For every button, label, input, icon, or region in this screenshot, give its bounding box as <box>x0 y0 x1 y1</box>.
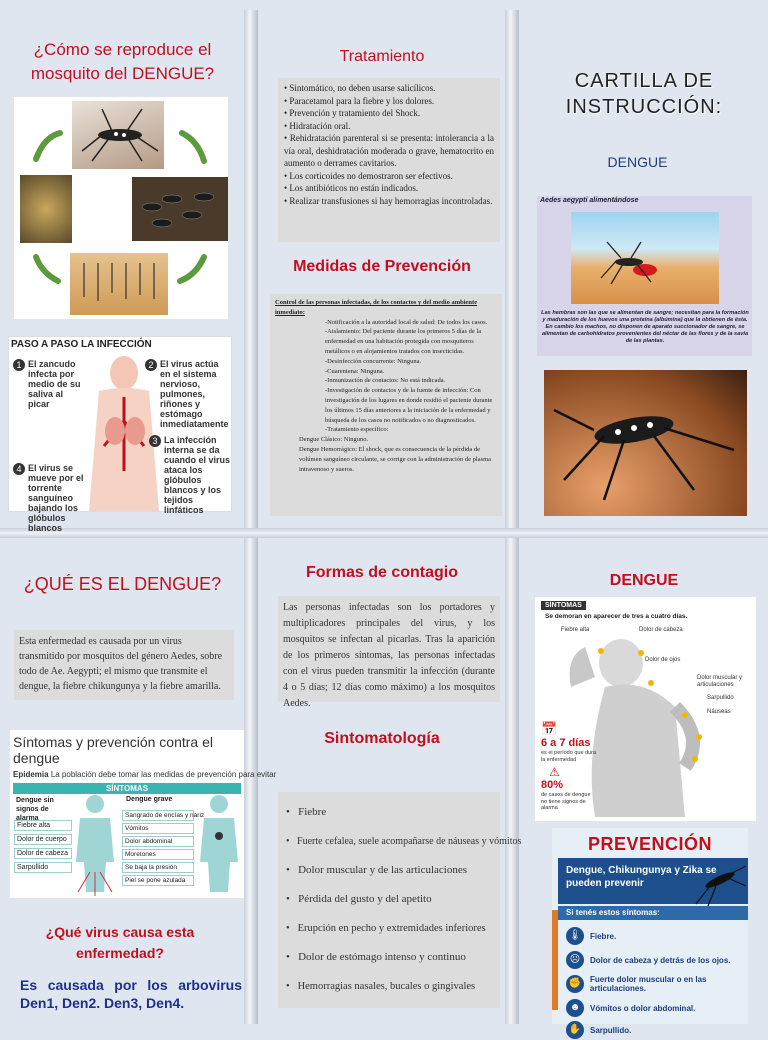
infographic-epidemia: Epidemia La población debe tomar las medidas de prevención para evitar <box>13 770 277 779</box>
list-item: • Paracetamol para la fiebre y los dolores. <box>284 95 435 106</box>
mosquito-icon <box>692 846 748 906</box>
symptoms-card-sub: Se demoran en aparecer de tres a cuatro días. <box>545 613 688 620</box>
list-item: • Hidratación oral. <box>284 120 351 131</box>
prevencion-line: Control de las personas infectadas, de los contactos y del medio ambiente inmediato: <box>275 299 478 316</box>
symptoms-days-note: es el período que dura la enfermedad <box>541 750 597 763</box>
symptom-label: Sarpullido <box>707 695 734 701</box>
symptom-label: Fiebre alta <box>561 627 590 633</box>
symptom-label: Dolor de cabeza <box>639 627 683 633</box>
list-item: Vómitos <box>122 823 194 834</box>
symptom-label: Dolor de ojos <box>645 657 681 663</box>
reproduction-title: ¿Cómo se reproduce el mosquito del DENGUE? <box>30 40 215 83</box>
prevencion-measures-title: Medidas de Prevención <box>293 258 471 275</box>
list-item: ☹ Dolor de cabeza y detrás de los ojos. <box>566 948 746 972</box>
fold-line-left <box>244 10 258 1024</box>
list-item: • Rehidratación parenteral si se presenta: intolerancia a la vía oral, deshidratación moderada o grave, hematocrito en aumento o derrames cavitarios. <box>284 133 495 168</box>
dengue-subtitle: DENGUE <box>607 154 668 170</box>
symptoms-days: 6 a 7 días <box>541 737 591 749</box>
aedes-feeding-photo <box>571 212 719 304</box>
contagio-text: Las personas infectadas son los portadores y multiplicadores principales del virus, y los mosquitos se infectan al picarlas. Tras la aparición de los primeros síntomas, las personas infectadas con el virus pueden transmitir la infección (durante 4 o 5 días; 12 días como máximo) a los mosquitos Aedes. <box>278 596 500 702</box>
infographic-left-list <box>14 820 72 876</box>
infection-infographic <box>8 336 232 533</box>
infection-step-2: 2 El virus actúa en el sistema nervioso, pulmones, riñones y estómago inmediatamente <box>145 359 231 429</box>
aedes-card <box>537 196 752 356</box>
fold-line-horizontal <box>0 528 768 538</box>
what-is-dengue-title: ¿QUÉ ES EL DENGUE? <box>23 574 222 594</box>
person-left-icon <box>70 792 120 896</box>
prevencion-line: -Tratamiento específico: <box>325 426 389 434</box>
prevention-side-strip <box>552 910 558 1010</box>
symptoms-prevention-infographic <box>10 730 277 898</box>
list-item: • Erupción en pecho y extremidades inferiores <box>286 923 486 934</box>
symptoms-pct: 80% <box>541 779 564 791</box>
list-item: Sarpullido <box>14 862 72 873</box>
prevencion-line: -Aislamiento: Del paciente durante los primeros 5 días de la enfermedad en una habitación protegida con mosquiteros metálicos o en alojamientos tratados con insecticidas. <box>325 328 482 355</box>
list-item: Piel se pone azulada <box>122 875 194 886</box>
calendar-icon: 📅 <box>541 721 558 736</box>
infographic-title: Síntomas y prevención contra el dengue <box>13 734 213 766</box>
cycle-arrows <box>14 97 228 319</box>
warning-icon: ⚠ <box>549 765 560 779</box>
thermometer-icon: 🌡 <box>566 927 584 945</box>
symptom-label: Dolor muscular y articulaciones <box>697 675 743 688</box>
lifecycle-image <box>14 97 228 319</box>
sintomatologia-list <box>286 798 522 1001</box>
aedes-caption: Aedes aegypti alimentándose <box>540 197 639 204</box>
symptom-label: Náuseas <box>707 709 731 715</box>
prevention-card-title: PREVENCIÓN <box>587 834 713 854</box>
prevencion-line: -Inmunización de contactos: No está indicada. <box>325 377 446 385</box>
list-item: • Sintomático, no deben usarse salicílicos. <box>284 83 436 93</box>
headache-icon: ☹ <box>566 951 584 969</box>
prevention-list <box>566 924 746 1040</box>
tratamiento-list <box>284 82 494 207</box>
infection-step-3: 3 La infección interna se da cuando el virus ataca los glóbulos blancos y los tejidos linfáticos <box>149 435 233 515</box>
infection-title: PASO A PASO LA INFECCIÓN <box>11 339 152 350</box>
vomit-icon: ☻ <box>566 999 584 1017</box>
list-item: ☻ Vómitos o dolor abdominal. <box>566 996 746 1020</box>
list-item: Sangrado de encías y nariz <box>122 810 194 821</box>
sintomatologia-box <box>278 792 522 1008</box>
mosquito-closeup-photo <box>544 370 747 516</box>
list-item: • Prevención y tratamiento del Shock. <box>284 108 421 118</box>
list-item: Fiebre alta <box>14 820 72 831</box>
infographic-left-head: Dengue sin signos de alarma <box>16 797 54 822</box>
prevencion-line: -Investigación de contactos y de la fuente de infección: Con investigación de los lugares en donde residió el paciente durante los últimos 15 días anteriores a la iniciación de la enfermedad y búsqueda de los casos no notificados o no diagnosticados. <box>325 387 493 424</box>
list-item: • Dolor muscular y de las articulaciones <box>286 864 468 876</box>
list-item: • Realizar transfusiones si hay hemorragias incontroladas. <box>284 195 493 206</box>
prevencion-line: Dengue Hemorrágico: El shock, que es consecuencia de la pérdida de volúmen sanguíneo circulante, se corrige con la administración de plasma intravenoso y sueros. <box>299 445 492 473</box>
prevencion-line: -Notificación a la autoridad local de salud: De todos los casos. <box>325 318 488 326</box>
prevencion-line: Dengue Clásico: Ninguno. <box>299 436 369 444</box>
person-right-icon <box>196 792 242 896</box>
list-item: 🌡 Fiebre. <box>566 924 746 948</box>
what-is-dengue-text: Esta enfermedad es causada por un virus transmitido por mosquitos del género Aedes, sobre todo de Ae. Aegypti; el mismo que transmite el dengue, la fiebre chikungunya y la fiebre amarilla. <box>14 630 234 700</box>
prevention-sub: Si tenés estos síntomas: <box>558 906 748 920</box>
infection-step-1: 1 El zancudo infecta por medio de su saliva al picar <box>13 359 87 409</box>
prevencion-measures-box <box>270 294 502 516</box>
prevention-banner: Dengue, Chikungunya y Zika se pueden prevenir <box>558 858 748 904</box>
list-item: • Fiebre <box>286 806 327 818</box>
symptoms-pct-note: de casos de dengue no tiene signos de alarma <box>541 792 591 811</box>
list-item: • Pérdida del gusto y del apetito <box>286 893 432 905</box>
muscle-pain-icon: ✊ <box>566 975 584 993</box>
tratamiento-box <box>278 78 500 242</box>
virus-question: ¿Qué virus causa esta enfermedad? <box>45 924 195 961</box>
symptoms-card-header: SÍNTOMAS <box>541 601 586 610</box>
list-item: ✋ Sarpullido. <box>566 1020 746 1040</box>
prevencion-line: -Desinfección concurrente: Ninguna. <box>325 357 422 365</box>
list-item: • Hemorragias nasales, bucales o gingivales <box>286 981 476 992</box>
virus-answer: Es causada por los arbovirus Den1, Den2. Den3, Den4. <box>20 977 242 1011</box>
rash-icon: ✋ <box>566 1021 584 1039</box>
sintomatologia-title: Sintomatología <box>324 730 440 747</box>
list-item: Dolor de cabeza <box>14 848 72 859</box>
contagio-title: Formas de contagio <box>305 564 459 581</box>
list-item: Dolor abdominal <box>122 836 194 847</box>
dengue-title-2: DENGUE <box>609 572 679 589</box>
list-item: • Fuerte cefalea, suele acompañarse de náuseas y vómitos <box>286 836 522 847</box>
list-item: Se baja la presión <box>122 862 194 873</box>
fold-line-right <box>505 10 519 1024</box>
infographic-right-head: Dengue grave <box>126 796 173 803</box>
symptoms-card <box>535 597 756 821</box>
cartilla-title: CARTILLA DE INSTRUCCIÓN: <box>565 70 723 118</box>
tratamiento-title: Tratamiento <box>339 48 425 65</box>
infographic-right-list <box>122 810 205 888</box>
list-item: ✊ Fuerte dolor muscular o en las articulaciones. <box>566 972 746 996</box>
list-item: Dolor de cuerpo <box>14 834 72 845</box>
list-item: Moretones <box>122 849 194 860</box>
list-item: • Los antibióticos no están indicados. <box>284 183 419 193</box>
infection-step-4: 4 El virus se mueve por el torrente sanguíneo bajando los glóbulos blancos <box>13 463 97 533</box>
aedes-text: Las hembras son las que se alimentan de sangre; necesitan para la formación y maduración de los huevos una proteína (albúmina) que la obtienen de ésta. En cambio los machos, no disponen de aparato succionador de sangre, se alimentan de carbohidratos provenientes del néctar de las flores y de la savia de las plantas. <box>541 310 749 344</box>
list-item: • Dolor de estómago intenso y continuo <box>286 951 466 963</box>
prevencion-line: -Cuarentena: Ninguna. <box>325 367 385 375</box>
list-item: • Los corticoides no demostraron ser efectivos. <box>284 170 453 181</box>
prevention-card <box>552 828 748 1035</box>
infographic-header: SÍNTOMAS <box>13 783 241 794</box>
